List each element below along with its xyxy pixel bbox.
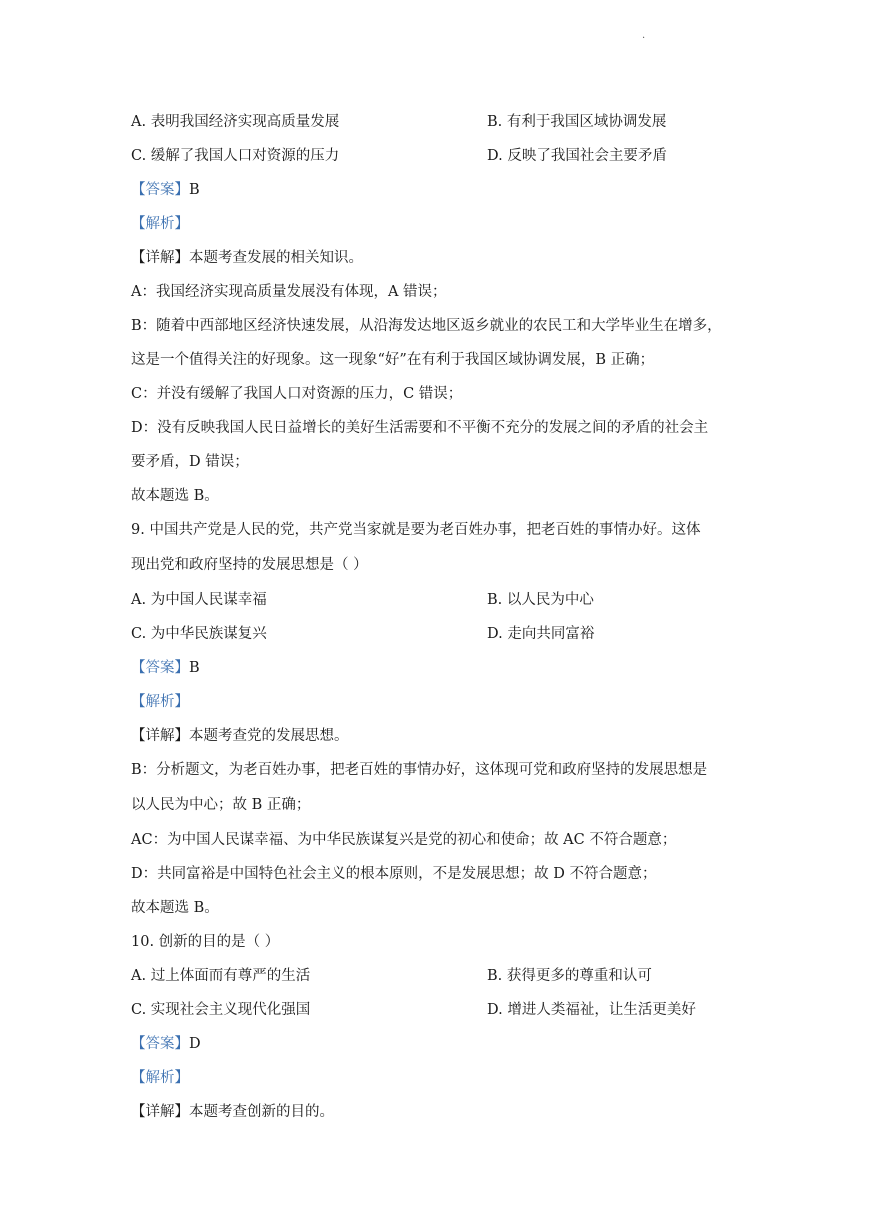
answer-tag: 【答案】 bbox=[131, 182, 189, 198]
answer-value: B bbox=[189, 660, 200, 676]
detail-tag: 【详解】 bbox=[131, 250, 189, 266]
q9-option-a: A. 为中国人民谋幸福 bbox=[131, 592, 267, 608]
q9-detail bbox=[131, 726, 349, 746]
q8-line: B：随着中西部地区经济快速发展，从沿海发达地区返乡就业的农民工和大学毕业生在增多， bbox=[131, 318, 722, 334]
detail-tag: 【详解】 bbox=[131, 728, 189, 744]
q9-stem: 9. 中国共产党是人民的党，共产党当家就是要为老百姓办事，把老百姓的事情办好。这体 bbox=[131, 522, 701, 538]
q8-line: C：并没有缓解了我国人口对资源的压力，C 错误； bbox=[131, 386, 463, 402]
q8-line: 这是一个值得关注的好现象。这一现象“好”在有利于我国区域协调发展，B 正确； bbox=[131, 352, 655, 368]
q8-line: D：没有反映我国人民日益增长的美好生活需要和不平衡不充分的发展之间的矛盾的社会主 bbox=[131, 420, 709, 436]
q8-option-c: C. 缓解了我国人口对资源的压力 bbox=[131, 148, 340, 164]
q8-detail bbox=[131, 248, 363, 268]
answer-tag: 【答案】 bbox=[131, 660, 189, 676]
answer-value: B bbox=[189, 182, 200, 198]
q10-answer bbox=[131, 1034, 201, 1054]
q10-analysis-tag: 【解析】 bbox=[131, 1070, 189, 1086]
q9-line: D：共同富裕是中国特色社会主义的根本原则，不是发展思想；故 D 不符合题意； bbox=[131, 866, 657, 882]
q9-line: AC：为中国人民谋幸福、为中华民族谋复兴是党的初心和使命；故 AC 不符合题意； bbox=[131, 832, 677, 848]
q9-conclusion: 故本题选 B。 bbox=[131, 900, 219, 916]
q8-option-d: D. 反映了我国社会主要矛盾 bbox=[487, 148, 667, 164]
q8-line: 要矛盾，D 错误； bbox=[131, 454, 249, 470]
q9-line: 以人民为中心；故 B 正确； bbox=[131, 797, 311, 813]
q9-line: B：分析题文，为老百姓办事，把老百姓的事情办好，这体现可党和政府坚持的发展思想是 bbox=[131, 762, 708, 778]
detail-tag: 【详解】 bbox=[131, 1104, 189, 1120]
q8-option-b: B. 有利于我国区域协调发展 bbox=[487, 114, 667, 130]
answer-value: D bbox=[189, 1036, 201, 1052]
detail-text: 本题考查党的发展思想。 bbox=[189, 728, 349, 744]
q8-analysis-tag: 【解析】 bbox=[131, 216, 189, 232]
q9-option-b: B. 以人民为中心 bbox=[487, 592, 594, 608]
q8-option-a: A. 表明我国经济实现高质量发展 bbox=[131, 114, 340, 130]
q8-conclusion: 故本题选 B。 bbox=[131, 488, 219, 504]
header-dot: . bbox=[642, 30, 646, 41]
q9-option-d: D. 走向共同富裕 bbox=[487, 626, 595, 642]
detail-text: 本题考查创新的目的。 bbox=[189, 1104, 334, 1120]
q10-option-b: B. 获得更多的尊重和认可 bbox=[487, 968, 652, 984]
q8-line: A：我国经济实现高质量发展没有体现，A 错误； bbox=[131, 284, 447, 300]
q9-stem: 现出党和政府坚持的发展思想是（ ） bbox=[131, 557, 368, 573]
q8-answer bbox=[131, 180, 200, 200]
q10-option-a: A. 过上体面而有尊严的生活 bbox=[131, 968, 311, 984]
q9-answer bbox=[131, 658, 200, 678]
q10-option-d: D. 增进人类福祉，让生活更美好 bbox=[487, 1002, 696, 1018]
q9-analysis-tag: 【解析】 bbox=[131, 694, 189, 710]
detail-text: 本题考查发展的相关知识。 bbox=[189, 250, 363, 266]
answer-tag: 【答案】 bbox=[131, 1036, 189, 1052]
q10-detail bbox=[131, 1102, 334, 1122]
q10-stem: 10. 创新的目的是（ ） bbox=[131, 934, 280, 950]
q10-option-c: C. 实现社会主义现代化强国 bbox=[131, 1002, 311, 1018]
q9-option-c: C. 为中华民族谋复兴 bbox=[131, 626, 267, 642]
